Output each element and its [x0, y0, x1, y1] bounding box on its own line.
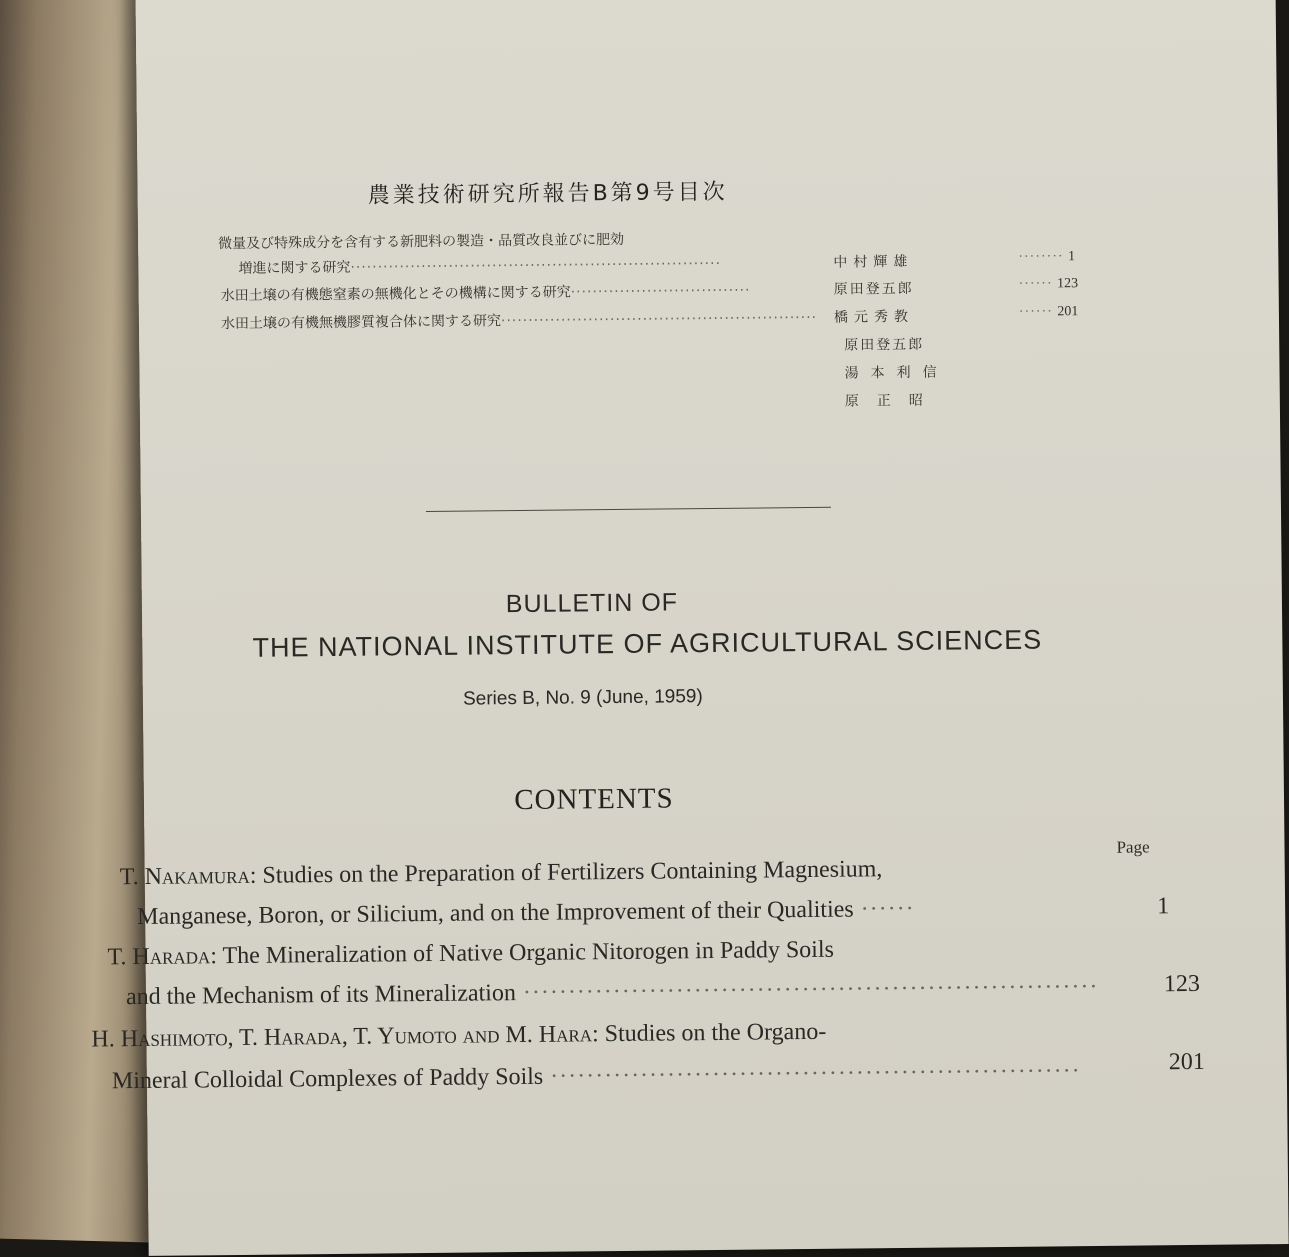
jp-entry-3-author-4: 原正昭 — [844, 392, 941, 410]
en-entry-2-authors: T. Harada: — [107, 943, 218, 971]
en-entry-3-title-line1: Studies on the Organo- — [604, 1018, 827, 1048]
en-entry-1-page: 1 — [1156, 893, 1170, 920]
series-info: Series B, No. 9 (June, 1959) — [462, 686, 703, 710]
jp-entry-2-author: 原田登五郎 — [833, 280, 914, 298]
jp-entry-3-author-2: 原田登五郎 — [844, 336, 925, 354]
jp-entry-3-author-1: 橋元秀教 — [833, 308, 915, 326]
bulletin-line-2: THE NATIONAL INSTITUTE OF AGRICULTURAL SCIENCES — [252, 624, 1043, 663]
jp-entry-3-page: ······ 201 — [1018, 304, 1079, 320]
en-entry-1-title-line1: Studies on the Preparation of Fertilizers Containing Magnesium, — [262, 856, 883, 889]
jp-entry-1-line1: 微量及び特殊成分を含有する新肥料の製造・品質改良並びに肥効 — [218, 231, 625, 253]
en-entry-3-authors: H. Hashimoto, T. Harada, T. Yumoto and M. Hara: — [91, 1021, 599, 1053]
jp-entry-3-line1: 水田土壌の有機無機膠質複合体に関する研究·························································· — [220, 309, 818, 333]
en-entry-3-page: 201 — [1168, 1048, 1205, 1076]
en-entry-2-page: 123 — [1163, 970, 1201, 998]
en-entry-2-line2: and the Mechanism of its Mineralization ································································ — [125, 973, 1099, 1011]
en-entry-2-line1 — [107, 937, 834, 972]
jp-entry-3-author-3: 湯本利信 — [844, 364, 949, 382]
jp-entry-1-line2: 増進に関する研究···································································· — [238, 255, 722, 277]
section-divider — [426, 507, 831, 512]
en-entry-2-title-line1: The Mineralization of Native Organic Nitorogen in Paddy Soils — [222, 936, 835, 970]
contents-heading: CONTENTS — [514, 782, 674, 817]
bulletin-line-1: BULLETIN OF — [505, 588, 679, 619]
document-page — [91, 0, 1288, 1256]
jp-entry-2-page: ······ 123 — [1018, 276, 1079, 292]
en-entry-3-line1 — [91, 1019, 826, 1054]
page-column-label: Page — [1116, 837, 1150, 857]
en-entry-1-line1 — [120, 856, 883, 891]
jp-title: 農業技術研究所報告B第9号目次 — [367, 179, 728, 209]
jp-entry-2-line1: 水田土壌の有機態窒素の無機化とその機構に関する研究································· — [220, 282, 751, 305]
en-entry-3-line2: Mineral Colloidal Complexes of Paddy Soils ··························································· — [111, 1058, 1081, 1095]
jp-entry-1-author: 中村輝雄 — [833, 253, 914, 271]
jp-entry-1-page: ········ 1 — [1018, 249, 1076, 265]
en-entry-1-line2: Manganese, Boron, or Silicium, and on the Improvement of their Qualities ······ — [137, 895, 915, 931]
en-entry-1-authors: T. Nakamura: — [119, 862, 257, 891]
